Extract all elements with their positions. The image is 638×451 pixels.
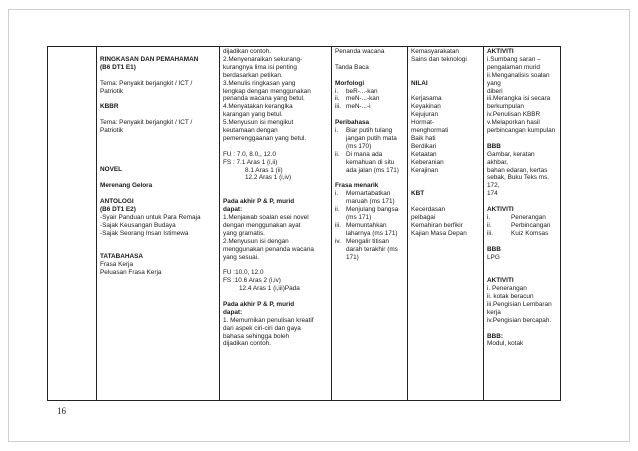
section-heading: AKTIVITI [487, 206, 514, 214]
list-item: i. Penerangan [487, 214, 546, 221]
fu-line: FU :10.0, 12.0 [223, 269, 264, 277]
list-item: Kerajinan [411, 166, 439, 174]
values-column [408, 47, 484, 401]
text-line: yang gramatis. [223, 229, 265, 237]
objective-heading: dapat: [223, 308, 243, 316]
novel-title: Merenang Gelora [100, 182, 153, 190]
list-item: -Sajak Keusangan Budaya [100, 221, 176, 229]
list-item: Berdikari [411, 142, 437, 150]
grammar-column [332, 47, 408, 401]
list-item: Peluasan Frasa Kerja [100, 269, 162, 277]
list-item: ii. Di mana ada kemahuan di situ ada jalan (ms 171) [335, 150, 399, 174]
theme-text: Patriotik [100, 127, 124, 134]
section-heading: NILAI [411, 79, 428, 87]
list-item: i. beR-...-kan [335, 87, 378, 95]
text-line: diberi [487, 87, 503, 95]
lesson-plan-table [47, 46, 561, 401]
fs-line: 12.4 Aras 1 (i,iii)Pada [239, 285, 300, 293]
list-item: iv. Mengalir titisan darah terakhir (ms 171) [335, 237, 398, 261]
text-line: keutamaan dengan [223, 127, 278, 135]
list-item: iii. Memuntahkan laharnya (ms 171) [335, 221, 398, 237]
list-item: Kajian Masa Depan [411, 229, 467, 237]
text-line: menggunakan penanda wacana [223, 245, 314, 253]
list-item: Kemahiran berfikir [411, 221, 463, 229]
text-line: kerja [487, 308, 501, 316]
text-line: Sains dan teknologi [411, 55, 467, 63]
text-line: LPG [487, 253, 500, 261]
list-item: ii. Perbincangan [487, 221, 551, 229]
text-line: dijadikan contoh. [223, 48, 271, 55]
text-line: 5.Menyusun isi mengikut [223, 119, 294, 127]
text-line: karangan yang betul. [223, 111, 283, 119]
objective-heading: Pada akhir P & P, murid [223, 198, 295, 206]
text-line: 4.Menyatakan keranglka [223, 103, 293, 111]
list-item: Keyakinan [411, 103, 441, 111]
section-heading: AKTIVITI [487, 48, 514, 55]
list-item: iii. Kuiz Komsas [487, 229, 549, 237]
text-line: pemerenggaanan yang betul. [223, 134, 307, 142]
theme-text: Patriotik [100, 87, 124, 95]
text-line: iii.Merangka isi secara [487, 95, 551, 103]
text-line: bahan edaran, kertas [487, 166, 548, 174]
text-line: pengalaman murid [487, 63, 540, 71]
section-heading: Peribahasa [335, 119, 370, 127]
section-heading: BBB [487, 245, 501, 253]
fu-line: FU : 7.0, 8.0,, 12.0 [223, 150, 276, 158]
text-line: perbincangan kumpulan [487, 127, 556, 135]
list-item: -Syair Panduan untuk Para Remaja [100, 213, 201, 221]
text-line: 2.Menyenaraikan sekurang- [223, 55, 303, 63]
objective-heading: dapat: [223, 206, 243, 214]
text-line: kurangnya lima isi penting [223, 63, 297, 71]
list-item: Baik hati [411, 134, 436, 142]
list-item: Frasa Kerja [100, 261, 134, 269]
text-line: berdasarkan petikan. [223, 71, 283, 79]
fs-line: 12.2 Aras 1 (i,iv) [245, 174, 292, 182]
text-line: dijadikan contoh. [223, 340, 271, 348]
list-item: i. Memartabatkan maruah (ms 171) [335, 190, 395, 206]
objectives-column [220, 47, 332, 401]
text-line: lengkap dengan menggunakan [223, 87, 311, 95]
text-line: iii.Pengisian Lembaran [487, 300, 552, 308]
text-line: i.Sumbang saran – [487, 55, 541, 63]
section-heading: Frasa menarik [335, 182, 379, 190]
text-line: 1.Menjawab soalan esei novel [223, 213, 309, 221]
fs-line: 8.1 Aras 1 (ii) [245, 166, 283, 174]
list-item: -Sajak Seorang Insan Istimewa [100, 229, 189, 237]
section-heading: KBT [411, 190, 425, 198]
list-item: Kecerdasan [411, 206, 446, 214]
section-code: (B6 DT1 E2) [100, 205, 136, 213]
text-line: ii.Menganalisis soalan yang [487, 71, 550, 87]
fs-line: FS : 7.1 Aras 1 (i,ii) [223, 158, 278, 166]
list-item: Hormat- [411, 119, 435, 127]
section-heading: NOVEL [100, 166, 123, 174]
text-line: 2.Menyusun isi dengan [223, 237, 289, 245]
text-line: v.Melaporkan hasil [487, 119, 540, 127]
list-item: Ketaatan [411, 150, 437, 158]
text-line: 3.Menulis ringkasan yang [223, 79, 296, 87]
text-line: ii. kotak beracun [487, 293, 534, 301]
section-heading: RINGKASAN DAN PEMAHAMAN [100, 55, 199, 63]
section-heading: KBBR [100, 103, 119, 111]
list-item: pelbagai [411, 213, 436, 221]
text-line: Gambar, keratan akhbar, [487, 150, 535, 166]
text-line: Penanda wacana [335, 48, 385, 55]
list-item: i. Biar putih tulang jangan putih mata (ms 170) [335, 127, 397, 150]
list-item: Kejujuran [411, 111, 439, 119]
section-heading: BBB: [487, 332, 503, 340]
text-line: iv.Penulisan KBBR [487, 111, 541, 119]
text-line: yang sesuai. [223, 253, 259, 261]
page-number: 16 [57, 406, 66, 416]
section-heading: AKTIVITI [487, 277, 514, 285]
text-line: i. Penerangan [487, 285, 527, 293]
theme-text: Tema: Penyakit berjangkit / ICT / [100, 79, 193, 87]
objective-heading: Pada akhir P & P, murid [223, 300, 295, 308]
section-heading: ANTOLOGI [100, 198, 134, 206]
text-line: 1. Memurnikan penulisan kreatif [223, 316, 314, 324]
blank-column [48, 47, 97, 401]
list-item: menghormati [411, 127, 449, 135]
text-line: 174 [487, 190, 498, 198]
list-item: ii. Menjulang bangsa (ms 171) [335, 206, 399, 221]
section-heading: Morfologi [335, 79, 365, 87]
text-line: Tanda Baca [335, 63, 369, 71]
activities-column [484, 47, 561, 401]
list-item: iii. meN-...-i [335, 103, 371, 111]
topic-column [97, 47, 220, 401]
section-heading: BBB [487, 142, 501, 150]
text-line: Modul, kotak [487, 340, 524, 348]
text-line: dengan menggunakan ayat [223, 221, 301, 229]
text-line: penanda wacana yang betul. [223, 95, 305, 103]
list-item: Keberanian [411, 158, 444, 166]
text-line: berkumpulan [487, 103, 524, 111]
list-item: Kerjasama [411, 95, 442, 103]
fs-line: FS :10.6 Aras 2 (i,iv) [223, 277, 281, 285]
text-line: iv.Pengisian bercapah. [487, 316, 552, 324]
text-line: sebak, Buku Teks ms. 172, [487, 174, 550, 190]
text-line: dari aspek ciri-ciri dan gaya [223, 324, 301, 332]
section-heading: TATABAHASA [100, 253, 143, 261]
list-item: ii. meN-...-kan [335, 95, 380, 103]
text-line: bahasa sehingga boleh [223, 332, 290, 340]
text-line: Kemasyarakatan [411, 48, 459, 55]
section-code: (B6 DT1 E1) [100, 63, 136, 71]
theme-text: Tema: Penyakit berjangkit / ICT / [100, 119, 193, 127]
